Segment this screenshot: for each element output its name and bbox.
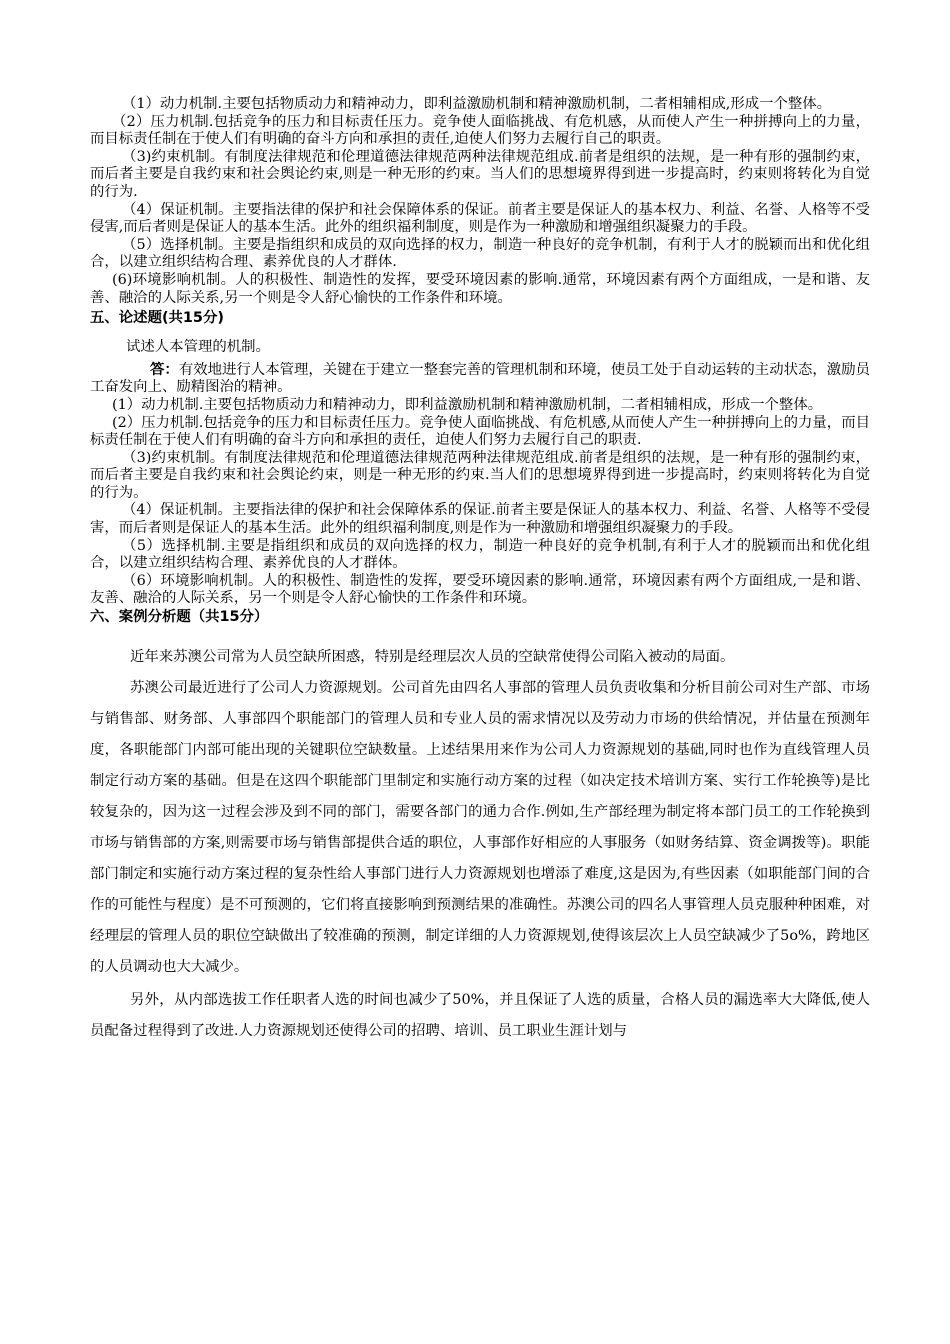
- list-item: （5）选择机制.主要是指组织和成员的双向选择的权力，制造一种良好的竞争机制,有利于人才的脱颖而出和优化组合，以建立组织结构合理、素养优良的人才群体。: [90, 537, 870, 572]
- section6-heading: 六、案例分析题（共15分）: [90, 609, 269, 626]
- list-item: （4）保证机制。主要指法律的保护和社会保障体系的保证。前者主要是保证人的基本权力、利益、名誉、人格等不受侵害,而后者则是保证人的基本生活。此外的组织福利制度，则是作为一种激励和增强组织凝聚力的手段。: [90, 201, 870, 236]
- list-item: （6）环境影响机制。人的积极性、制造性的发挥，要受环境因素的影响.通常，环境因素有两个方面组成,一是和谐、友善、融洽的人际关系，另一个则是令人舒心愉快的工作条件和环境。: [90, 572, 870, 607]
- list-item: （3)约束机制。有制度法律规范和伦理道德法律规范两种法律规范组成.前者是组织的法规，是一种有形的强制约束，而后者主要是自我约束和社会舆论约束，则是一种无形的约束.当人们的思想境界得到进一步提高时，约束则将转化为自觉的行为。: [90, 449, 870, 501]
- section5-list: [90, 397, 870, 608]
- list-item: (6)环境影响机制。人的积极性、制造性的发挥，要受环境因素的影响.通常，环境因素有两个方面组成，一是和谐、友善、融洽的人际关系,另一个则是令人舒心愉快的工作条件和环境。: [90, 271, 870, 306]
- section4-list: [90, 96, 870, 307]
- list-item: （2）压力机制.包括竞争的压力和目标责任压力。竞争使人面临挑战、有危机感，从而使人产生一种拼搏向上的力量，而目标责任制在于使人们有明确的奋斗方向和承担的责任,迫使人们努力去履行自己的职责。: [90, 113, 870, 148]
- case-paragraph: 另外，从内部选拔工作任职者人选的时间也减少了50%，并且保证了人选的质量，合格人员的漏选率大大降低,使人员配备过程得到了改进.人力资源规划还使得公司的招聘、培训、员工职业生涯计划与: [90, 992, 870, 1040]
- list-item: （1）动力机制.主要包括物质动力和精神动力，即利益激励机制和精神激励机制，二者相辅相成,形成一个整体。: [122, 96, 832, 112]
- essay-question: 试述人本管理的机制。: [126, 339, 270, 356]
- section5-heading: 五、论述题(共15分): [90, 310, 224, 327]
- case-paragraph: 苏澳公司最近进行了公司人力资源规划。公司首先由四名人事部的管理人员负责收集和分析目前公司对生产部、市场与销售部、财务部、人事部四个职能部门的管理人员和专业人员的需求情况以及劳动力市场的供给情况，并估量在预测年度，各职能部门内部可能出现的关键职位空缺数量。上述结果用来作为公司人力资源规划的基础,同时也作为直线管理人员制定行动方案的基础。但是在这四个职能部门里制定和实施行动方案的过程（如决定技术培训方案、实行工作轮换等)是比较复杂的，因为这一过程会涉及到不同的部门，需要各部门的通力合作.例如,生产部经理为制定将本部门员工的工作轮换到市场与销售部的方案,则需要市场与销售部提供合适的职位，人事部作好相应的人事服务（如财务结算、资金调拨等)。职能部门制定和实施行动方案过程的复杂性给人事部门进行人力资源规划也增添了难度,这是因为,有些因素（如职能部门间的合作的可能性与程度）是不可预测的，它们将直接影响到预测结果的准确性。苏澳公司的四名人事管理人员克服种种困难，对经理层的管理人员的职位空缺做出了较准确的预测，制定详细的人力资源规划,使得该层次上人员空缺减少了5o%，跨地区的人员调动也大大减少。: [90, 680, 870, 976]
- answer-intro-text: 有效地进行人本管理，关键在于建立一整套完善的管理机制和环境，使员工处于自动运转的主动状态，激励员工奋发向上、励精图治的精神。: [90, 361, 870, 396]
- list-item: (1）动力机制.主要包括物质动力和精神动力，即利益激励机制和精神激励机制，二者相辅相成，形成一个整体。: [112, 396, 823, 413]
- list-item: (2）压力机制.包括竞争的压力和目标责任压力。竞争使人面临挑战、有危机感,从而使人产生一种拼搏向上的力量，而目标责任制在于使人们有明确的奋斗方向和承担的责任，迫使人们努力去履行自己的职责.: [90, 414, 870, 449]
- list-item: （4）保证机制。主要指法律的保护和社会保障体系的保证.前者主要是保证人的基本权力、利益、名誉、人格等不受侵害，而后者则是保证人的基本生活。此外的组织福利制度,则是作为一种激励和增强组织凝聚力的手段。: [90, 502, 870, 537]
- document-page: [90, 96, 870, 1047]
- answer-intro: [90, 361, 870, 397]
- answer-label: 答：: [150, 360, 179, 378]
- case-paragraph: 近年来苏澳公司常为人员空缺所困惑，特别是经理层次人员的空缺常使得公司陷入被动的局面。: [130, 649, 735, 666]
- list-item: （3)约束机制。有制度法律规范和伦理道德法律规范两种法律规范组成.前者是组织的法规，是一种有形的强制约束，而后者主要是自我约束和社会舆论约束,则是一种无形的约束。当人们的思想境界得到进一步提高时，约束则将转化为自觉的行为.: [90, 148, 870, 200]
- list-item: （5）选择机制。主要是指组织和成员的双向选择的权力，制造一种良好的竞争机制，有利于人才的脱颖而出和优化组合，以建立组织结构合理、素养优良的人才群体.: [90, 236, 870, 271]
